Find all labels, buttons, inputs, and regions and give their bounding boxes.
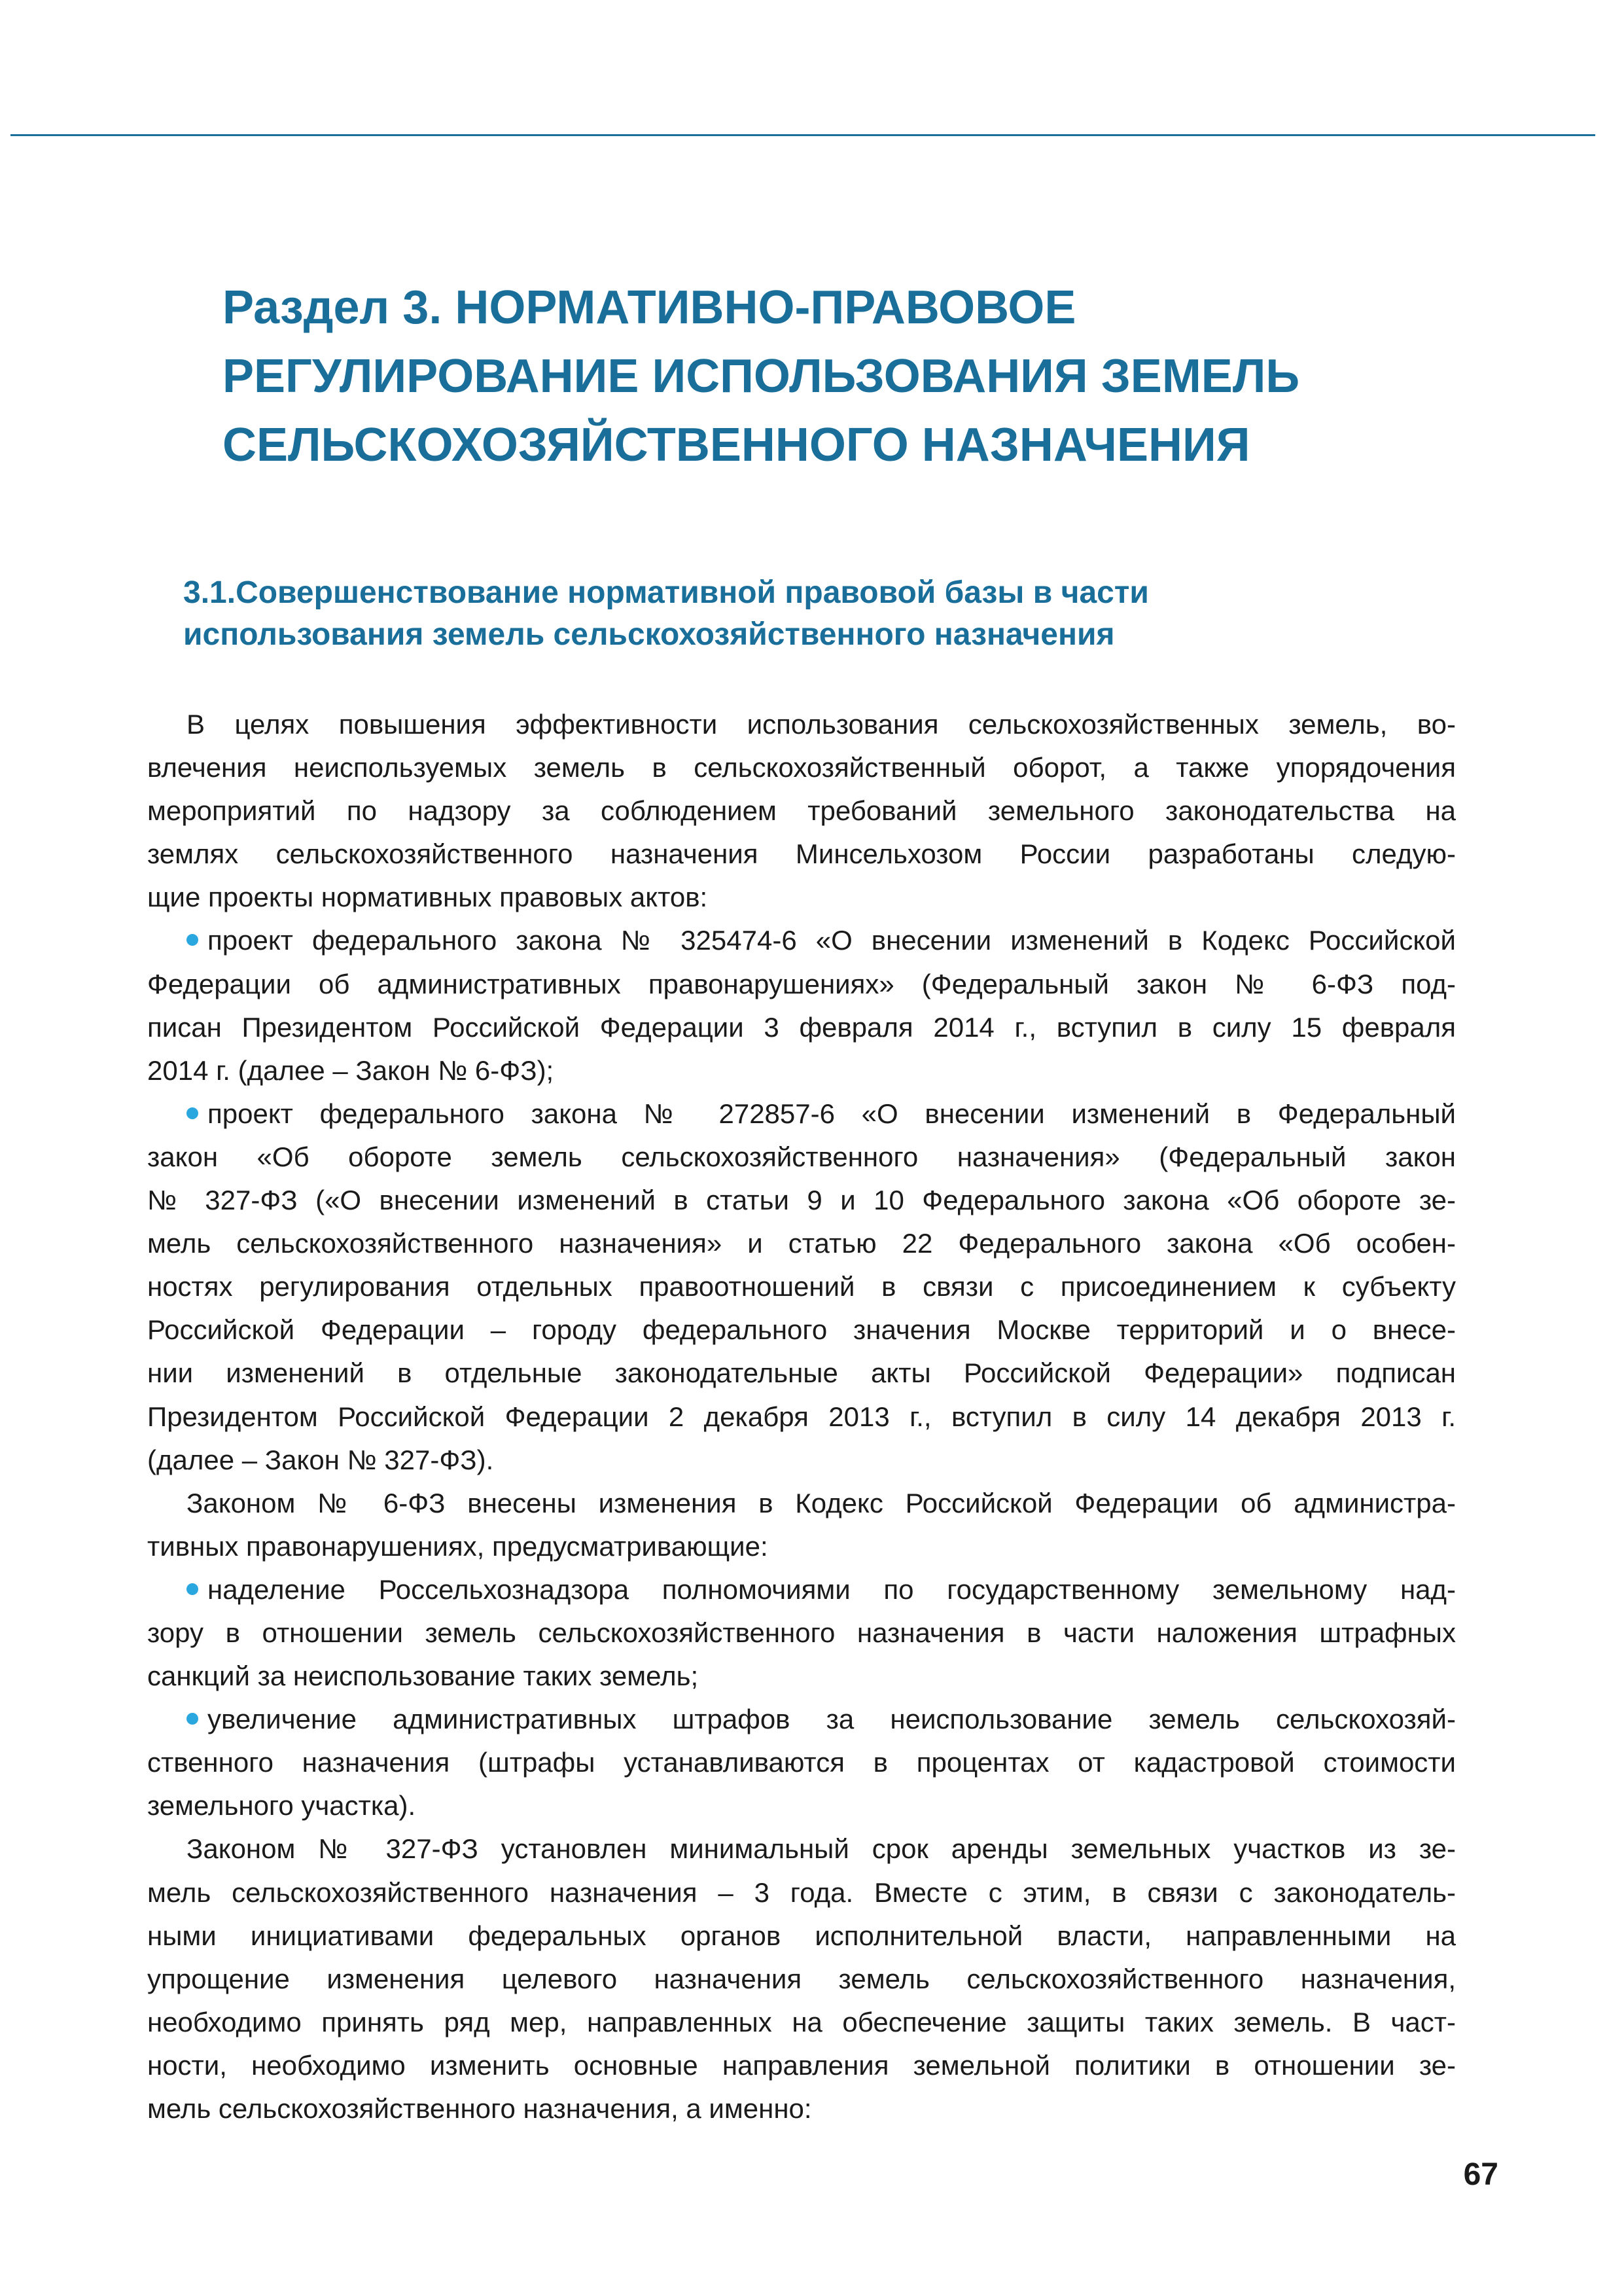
text-line: закон «Об обороте земель сельскохозяйственного назначения» (Федеральный закон	[147, 1141, 1456, 1172]
bullet-icon	[186, 1107, 198, 1119]
bullet-icon	[186, 1713, 198, 1725]
bullet-item	[147, 919, 1456, 1092]
bullet-text: проект федерального закона № 325474-6 «О внесении изменений в Кодекс Российской	[207, 925, 1456, 956]
header-rule	[10, 134, 1595, 136]
text-line	[147, 1698, 1456, 1741]
bullet-icon	[186, 1583, 198, 1595]
text-line: санкций за неиспользование таких земель;	[147, 1660, 699, 1692]
paragraph-law-327	[147, 1827, 1456, 2130]
text-line: (далее – Закон № 327-ФЗ).	[147, 1444, 494, 1475]
text-line: 2014 г. (далее – Закон № 6-ФЗ);	[147, 1054, 554, 1086]
text-line: мель сельскохозяйственного назначения» и статью 22 Федерального закона «Об особен-	[147, 1228, 1456, 1259]
text-line: ности, необходимо изменить основные направления земельной политики в отношении зе-	[147, 2049, 1456, 2081]
text-line: зору в отношении земель сельскохозяйственного назначения в части наложения штрафных	[147, 1617, 1456, 1648]
page-number: 67	[1463, 2157, 1498, 2192]
paragraph-intro	[147, 703, 1456, 919]
text-line: необходимо принять ряд мер, направленных на обеспечение защиты таких земель. В част-	[147, 2006, 1456, 2037]
section-title-line: РЕГУЛИРОВАНИЕ ИСПОЛЬЗОВАНИЯ ЗЕМЕЛЬ	[222, 350, 1300, 403]
subsection-title-line: использования земель сельскохозяйственного назначения	[183, 617, 1115, 652]
section-title-line: СЕЛЬСКОХОЗЯЙСТВЕННОГО НАЗНАЧЕНИЯ	[222, 419, 1250, 471]
bullet-text: проект федерального закона № 272857-6 «О внесении изменений в Федеральный	[207, 1098, 1456, 1129]
text-line: Законом № 327-ФЗ установлен минимальный срок аренды земельных участков из зе-	[186, 1833, 1456, 1865]
text-line: Российской Федерации – городу федерального значения Москве территорий и о внесе-	[147, 1314, 1456, 1346]
text-line: Президентом Российской Федерации 2 декабря 2013 г., вступил в силу 14 декабря 2013 г.	[147, 1401, 1456, 1432]
text-line: мель сельскохозяйственного назначения, а именно:	[147, 2093, 812, 2124]
paragraph-law-6	[147, 1482, 1456, 1568]
body-text	[147, 703, 1456, 2130]
subsection-title-line: 3.1.Совершенствование нормативной правовой базы в части	[183, 575, 1149, 610]
bullet-text: наделение Россельхознадзора полномочиями по государственному земельному над-	[207, 1573, 1456, 1605]
text-line	[147, 1092, 1456, 1136]
bullet-item	[147, 1698, 1456, 1827]
text-line	[147, 1568, 1456, 1611]
text-line: мель сельскохозяйственного назначения – 3 года. Вместе с этим, в связи с законодатель-	[147, 1876, 1456, 1908]
section-title-line: Раздел 3. НОРМАТИВНО-ПРАВОВОЕ	[222, 281, 1076, 334]
subsection-title	[183, 572, 1479, 656]
text-line: ственного назначения (штрафы устанавливаются в процентах от кадастровой стоимости	[147, 1747, 1456, 1778]
text-line: тивных правонарушениях, предусматривающие:	[147, 1530, 768, 1562]
text-line: нии изменений в отдельные законодательные акты Российской Федерации» подписан	[147, 1357, 1456, 1389]
text-line: щие проекты нормативных правовых актов:	[147, 882, 708, 913]
text-line: ностях регулирования отдельных правоотношений в связи с присоединением к субъекту	[147, 1271, 1456, 1302]
text-line: писан Президентом Российской Федерации 3 февраля 2014 г., вступил в силу 15 февраля	[147, 1011, 1456, 1043]
text-line: Законом № 6-ФЗ внесены изменения в Кодекс Российской Федерации об администра-	[186, 1487, 1456, 1518]
bullet-text: увеличение административных штрафов за неиспользование земель сельскохозяй-	[207, 1704, 1456, 1735]
bullet-item	[147, 1092, 1456, 1482]
bullet-icon	[186, 934, 198, 946]
text-line: ными инициативами федеральных органов исполнительной власти, направленными на	[147, 1920, 1456, 1951]
text-line: земельного участка).	[147, 1790, 416, 1821]
text-line: упрощение изменения целевого назначения земель сельскохозяйственного назначения,	[147, 1963, 1456, 1994]
text-line: влечения неиспользуемых земель в сельскохозяйственный оборот, а также упорядочения	[147, 752, 1456, 783]
section-title	[222, 274, 1518, 480]
text-line	[147, 919, 1456, 962]
text-line: № 327-ФЗ («О внесении изменений в статьи 9 и 10 Федерального закона «Об обороте зе-	[147, 1185, 1456, 1216]
text-line: землях сельскохозяйственного назначения Минсельхозом России разработаны следую-	[147, 838, 1456, 870]
text-line: мероприятий по надзору за соблюдением требований земельного законодательства на	[147, 795, 1456, 827]
text-line: Федерации об административных правонарушениях» (Федеральный закон № 6-ФЗ под-	[147, 968, 1456, 999]
bullet-item	[147, 1568, 1456, 1698]
text-line: В целях повышения эффективности использования сельскохозяйственных земель, во-	[186, 709, 1456, 740]
